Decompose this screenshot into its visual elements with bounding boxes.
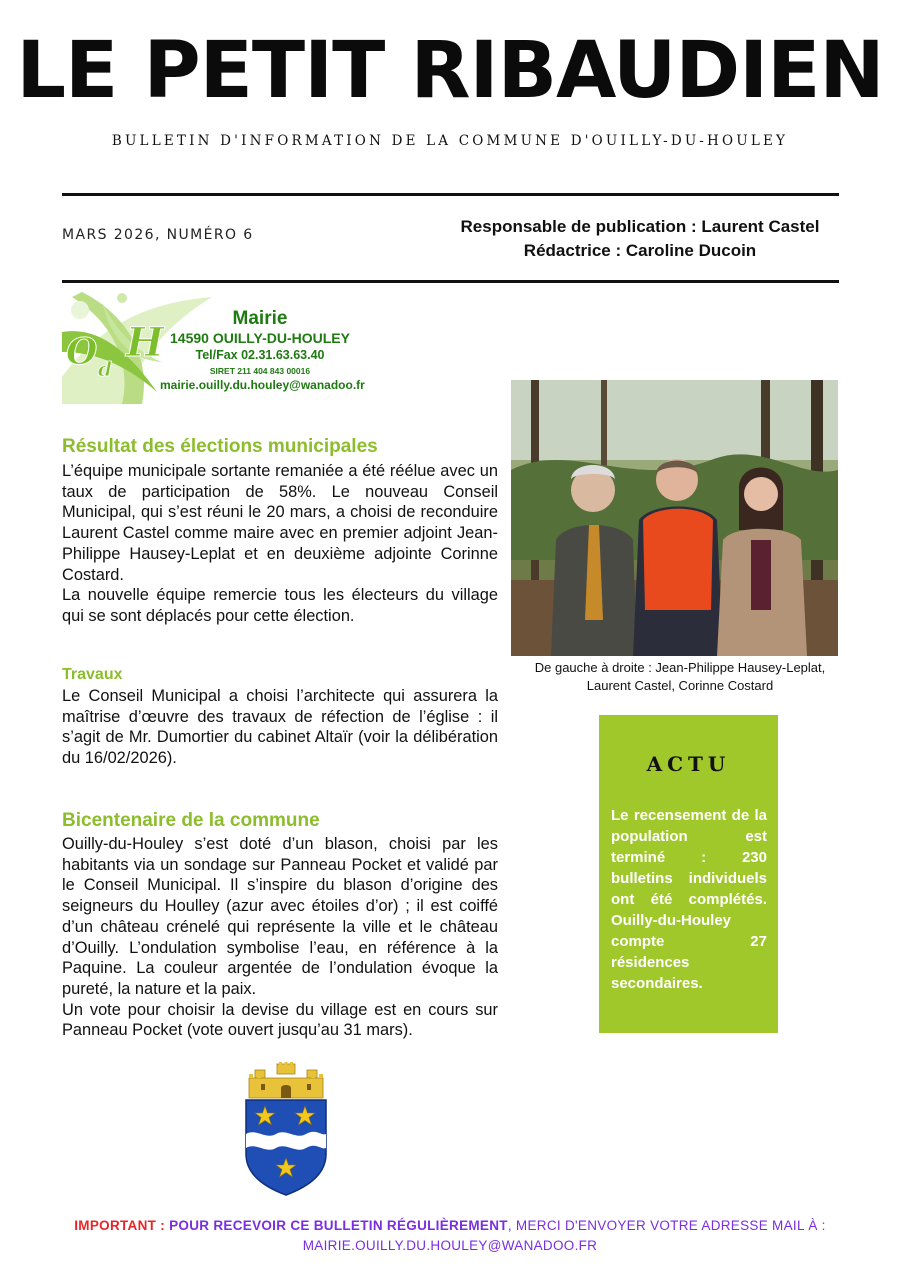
elections-paragraph-2: La nouvelle équipe remercie tous les électeurs du village qui se sont déplacés pour cette élection. <box>62 586 498 625</box>
coat-of-arms-icon <box>243 1062 329 1196</box>
svg-text:d: d <box>98 357 112 381</box>
header-bottom-rule <box>62 280 839 283</box>
footer-email-link[interactable]: MAIRIE.OUILLY.DU.HOULEY@WANADOO.FR <box>302 1238 598 1253</box>
council-photo <box>511 380 838 656</box>
issue-date-number: MARS 2026, NUMÉRO 6 <box>62 227 254 243</box>
editor-credit: Rédactrice : Caroline Ducoin <box>523 241 757 260</box>
footer-important-label: IMPORTANT : <box>74 1218 166 1233</box>
newsletter-title: LE PETIT RIBAUDIEN <box>16 26 884 116</box>
credits-block <box>440 215 840 263</box>
publisher-credit: Responsable de publication : Laurent Castel <box>460 217 820 236</box>
bicentenaire-paragraph-2: Un vote pour choisir la devise du village est en cours sur Panneau Pocket (vote ouvert jusqu’au 31 mars). <box>62 1000 498 1040</box>
header-top-rule <box>62 193 839 196</box>
svg-text:H: H <box>126 319 164 366</box>
travaux-paragraph: Le Conseil Municipal a choisi l’architecte qui assurera la maîtrise d’œuvre des travaux de réfection de l’église : il s’agit de Mr. Dumortier du cabinet Altaïr (voir la délibération du 16/02/2026). <box>62 687 498 768</box>
photo-caption: De gauche à droite : Jean-Philippe Hausey-Leplat, Laurent Castel, Corinne Costard <box>534 660 826 693</box>
mairie-siret: SIRET 211 404 843 00016 <box>209 366 311 376</box>
elections-paragraph: L’équipe municipale sortante remaniée a été réélue avec un taux de participation de 58%. Le nouveau Conseil Municipal, qui s’est réuni le 20 mars, a choisi de reconduire Laurent Castel comme maire avec en premier adjoint Jean-Philippe Hausey-Leplat et en deuxième adjointe Corinne Costard. <box>62 462 498 584</box>
mairie-contact <box>160 308 365 392</box>
bicentenaire-article <box>62 834 498 1041</box>
footer-instruction: , MERCI D'ENVOYER VOTRE ADRESSE MAIL À : <box>507 1218 826 1233</box>
actu-text: Le recensement de la population est terminé : 230 bulletins individuels ont été complétés. Ouilly-du-Houley compte 27 résidences secondaires. <box>611 807 767 992</box>
svg-text:O: O <box>66 331 98 373</box>
actu-title: ACTU <box>646 752 731 776</box>
bicentenaire-heading: Bicentenaire de la commune <box>62 810 320 831</box>
elections-heading: Résultat des élections municipales <box>62 436 378 457</box>
newsletter-subtitle: BULLETIN D'INFORMATION DE LA COMMUNE D'OUILLY-DU-HOULEY <box>111 133 789 149</box>
mairie-address: 14590 OUILLY-DU-HOULEY <box>170 330 350 346</box>
travaux-heading: Travaux <box>62 666 123 683</box>
footer-notice <box>40 1216 860 1256</box>
mairie-email: mairie.ouilly.du.houley@wanadoo.fr <box>160 378 365 392</box>
footer-highlight: POUR RECEVOIR CE BULLETIN RÉGULIÈREMENT <box>169 1218 508 1233</box>
mairie-phone: Tel/Fax 02.31.63.63.40 <box>195 348 325 362</box>
mairie-title: Mairie <box>232 308 288 329</box>
elections-article <box>62 461 498 627</box>
bicentenaire-paragraph: Ouilly-du-Houley s’est doté d’un blason, choisi par les habitants via un sondage sur Panneau Pocket et validé par le Conseil Municipal. Il s’inspire du blason d’origine des seigneurs du Houlley (azur avec étoiles d’or) ; il est coiffé d’un château crénelé qui représente la ville et le château d’Ouilly. L’ondulation symbolise l’eau, en référence à la Paquine. La couleur argentée de l’ondulation évoque la pureté, la nature et la paix. <box>62 835 498 998</box>
